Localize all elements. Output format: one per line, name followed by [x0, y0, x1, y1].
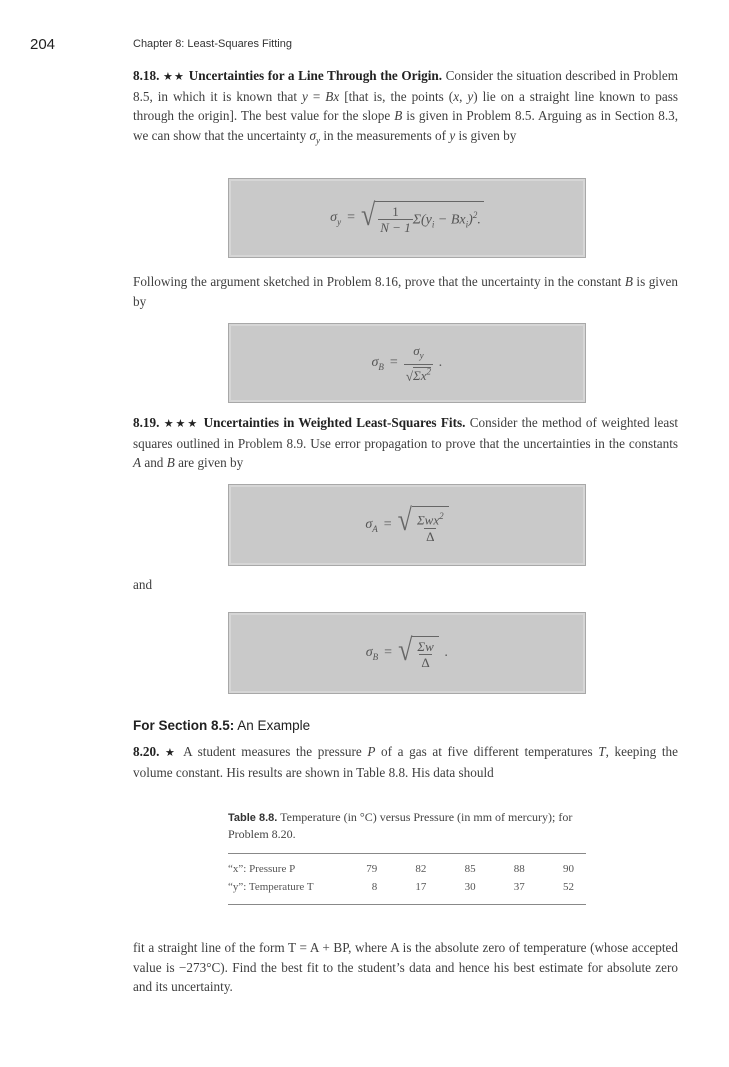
equation-sigma-b: $\sigma_B$ = $\frac{\sigma_y}{√\Sigma x^2}$ .: [228, 323, 586, 403]
difficulty-stars: ★: [165, 746, 179, 759]
problem-text: in the measurements of: [323, 127, 447, 143]
table-cell: 37: [513, 881, 525, 893]
problem-title: Uncertainties for a Line Through the Origin.: [188, 68, 442, 83]
problem-8-19: 8.19. ★★★ Uncertainties in Weighted Least-Squares Fits. Consider the method of weighted least squares outlined in Problem 8.9. Use error propagation to prove that the uncertainties in the constants A and B are given by: [133, 415, 679, 470]
table-cell: 82: [415, 863, 427, 875]
problem-number: 8.19.: [133, 415, 160, 430]
table-row: [228, 860, 586, 878]
problem-text: Consider the situation described in Problem 8.5, in which it is known that: [133, 68, 678, 104]
problem-8-20: 8.20. ★ A student measures the pressure P of a gas at five different temperatures T, keeping the volume constant. His results are shown in Table 8.8. His data should: [133, 744, 678, 780]
table-row: [228, 878, 586, 896]
table-cell: 88: [513, 863, 525, 875]
equation-sigma-a: $\sigma_A$ = √ $\frac{\Sigma wx^2}{\Delta}$: [228, 484, 586, 566]
table-cell: 90: [563, 863, 574, 875]
table-caption: Table 8.8. Temperature (in °C) versus Pressure (in mm of mercury); for Problem 8.20.: [228, 810, 573, 841]
section-heading: For Section 8.5: An Example: [133, 718, 311, 733]
table-cell: 52: [563, 881, 574, 893]
running-head: Chapter 8: Least-Squares Fitting: [133, 38, 292, 50]
equation-sigma-y: $\sigma_y$ = √ $\frac{1}{N - 1}$ $\Sigma(y_i - Bx_i)^2$.: [228, 178, 586, 258]
problem-text: lie on a straight line known to pass through the origin]. The best value for the slope: [133, 88, 678, 123]
row-label: “y”: Temperature T: [228, 881, 314, 893]
table-cell: 79: [366, 863, 378, 875]
difficulty-stars: ★★★: [163, 417, 200, 430]
table-cell: 8: [371, 881, 378, 893]
difficulty-stars: ★★: [162, 70, 186, 83]
table-8-8: [228, 809, 586, 905]
closing-paragraph: fit a straight line of the form T = A + BP, where A is the absolute zero of temperature (whose accepted value is −273°C). Find the best fit to the student’s data and hence his best estimate for absolute zero and its uncertainty.: [133, 940, 678, 994]
page-number: 204: [30, 36, 56, 53]
table-cell: 17: [415, 881, 427, 893]
problem-text: is given in Problem 8.5. Arguing as in Section 8.3, we can show that the uncertainty: [133, 108, 679, 143]
problem-number: 8.18.: [133, 68, 160, 83]
problem-number: 8.20.: [133, 744, 160, 759]
and-word: and: [133, 577, 153, 592]
table-cell: 85: [464, 863, 476, 875]
problem-8-18: 8.18. ★★ Uncertainties for a Line Through the Origin. Consider the situation described in Problem 8.5, in which it is known that y = Bx [that is, the points (x, y) lie on a straight line known to pass through the origin]. The best value for the slope B is given in Problem 8.5. Arguing as in Section 8.3, we can show that the uncertainty $\sigma_y$ in the measurements of y is given by: [133, 68, 679, 146]
equation-sigma-b-weighted: $\sigma_B$ = √ $\frac{\Sigma w}{\Delta}$ .: [228, 612, 586, 694]
problem-text: that is, the points: [348, 88, 444, 104]
table-cell: 30: [464, 881, 476, 893]
follow-text: Following the argument sketched in Problem 8.16, prove that the uncertainty in the constant B is given by: [133, 274, 678, 309]
row-label: “x”: Pressure P: [228, 863, 296, 875]
problem-text: is given by: [458, 127, 517, 143]
problem-title: Uncertainties in Weighted Least-Squares Fits.: [203, 415, 466, 430]
